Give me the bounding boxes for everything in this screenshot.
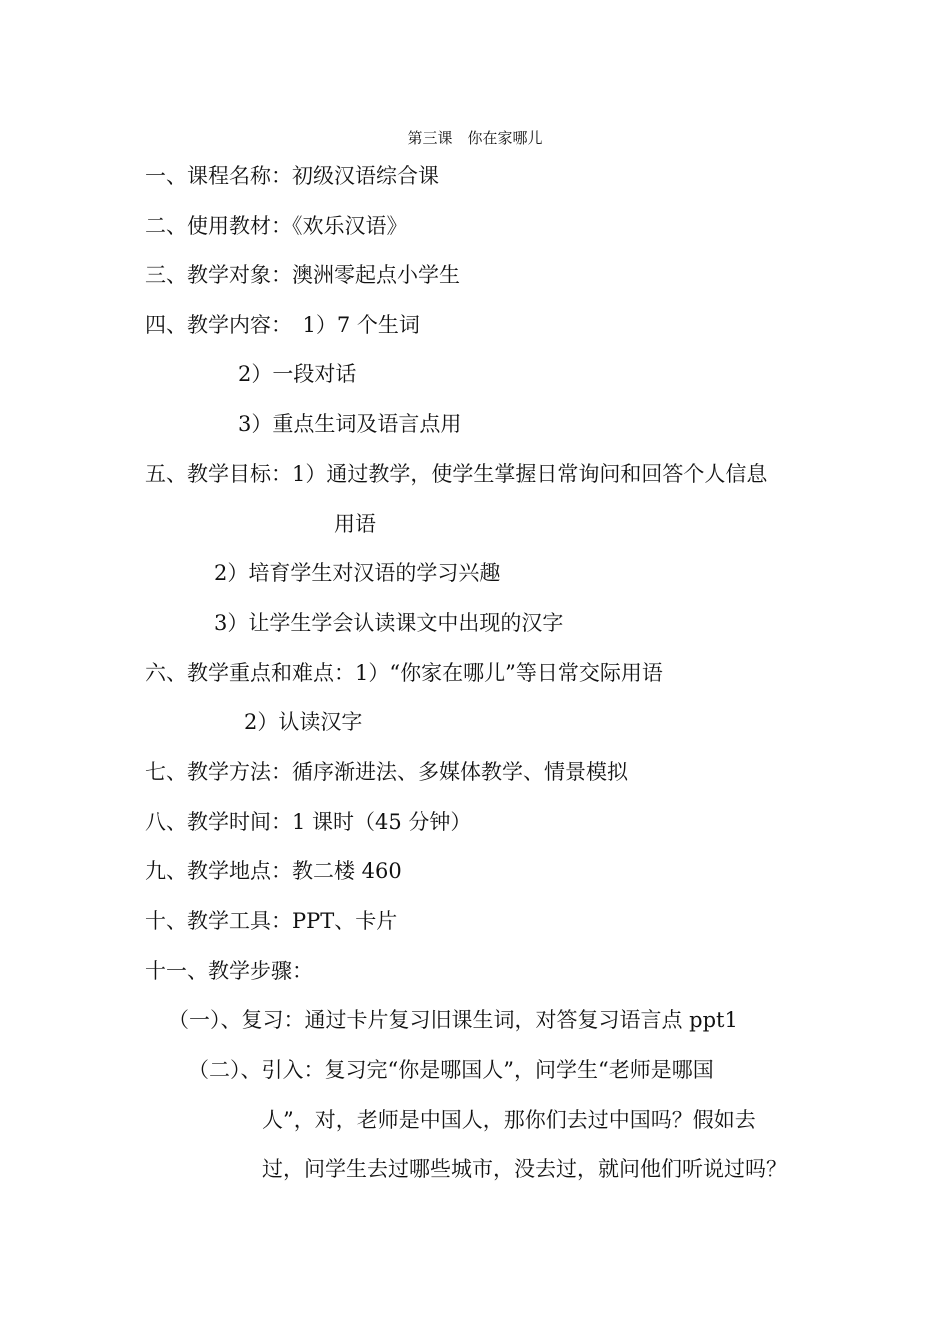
item-methods: 七、教学方法：循序渐进法、多媒体教学、情景模拟 bbox=[145, 760, 628, 784]
item-objectives-cont: 用语 bbox=[334, 512, 376, 536]
item-time: 八、教学时间：1 课时（45 分钟） bbox=[145, 810, 472, 834]
document-title: 第三课 你在家哪儿 bbox=[407, 129, 543, 147]
item-objectives-2: 2）培育学生对汉语的学习兴趣 bbox=[214, 561, 501, 585]
item-steps: 十一、教学步骤： bbox=[145, 959, 313, 983]
item-course-name: 一、课程名称：初级汉语综合课 bbox=[145, 164, 439, 188]
item-content: 四、教学内容： 1）7 个生词 bbox=[145, 313, 420, 337]
item-content-2: 2）一段对话 bbox=[238, 362, 357, 386]
item-objectives: 五、教学目标：1）通过教学，使学生掌握日常询问和回答个人信息 bbox=[145, 462, 768, 486]
item-objectives-3: 3）让学生学会认读课文中出现的汉字 bbox=[214, 611, 564, 635]
item-students: 三、教学对象：澳洲零起点小学生 bbox=[145, 263, 460, 287]
item-key-points: 六、教学重点和难点：1）“你家在哪儿”等日常交际用语 bbox=[145, 661, 663, 685]
item-key-points-2: 2）认读汉字 bbox=[244, 710, 363, 734]
step-intro-cont-2: 过，问学生去过哪些城市，没去过，就问他们听说过吗？ bbox=[262, 1157, 787, 1181]
step-intro-cont-1: 人”，对，老师是中国人，那你们去过中国吗？假如去 bbox=[262, 1108, 756, 1132]
item-content-3: 3）重点生词及语言点用 bbox=[238, 412, 462, 436]
item-tools: 十、教学工具：PPT、卡片 bbox=[145, 909, 398, 933]
item-textbook: 二、使用教材：《欢乐汉语》 bbox=[145, 214, 408, 238]
step-intro: （二）、引入：复习完“你是哪国人”，问学生“老师是哪国 bbox=[188, 1058, 714, 1082]
item-location: 九、教学地点：教二楼 460 bbox=[145, 859, 402, 883]
step-review: （一）、复习：通过卡片复习旧课生词，对答复习语言点 ppt1 bbox=[168, 1008, 738, 1032]
